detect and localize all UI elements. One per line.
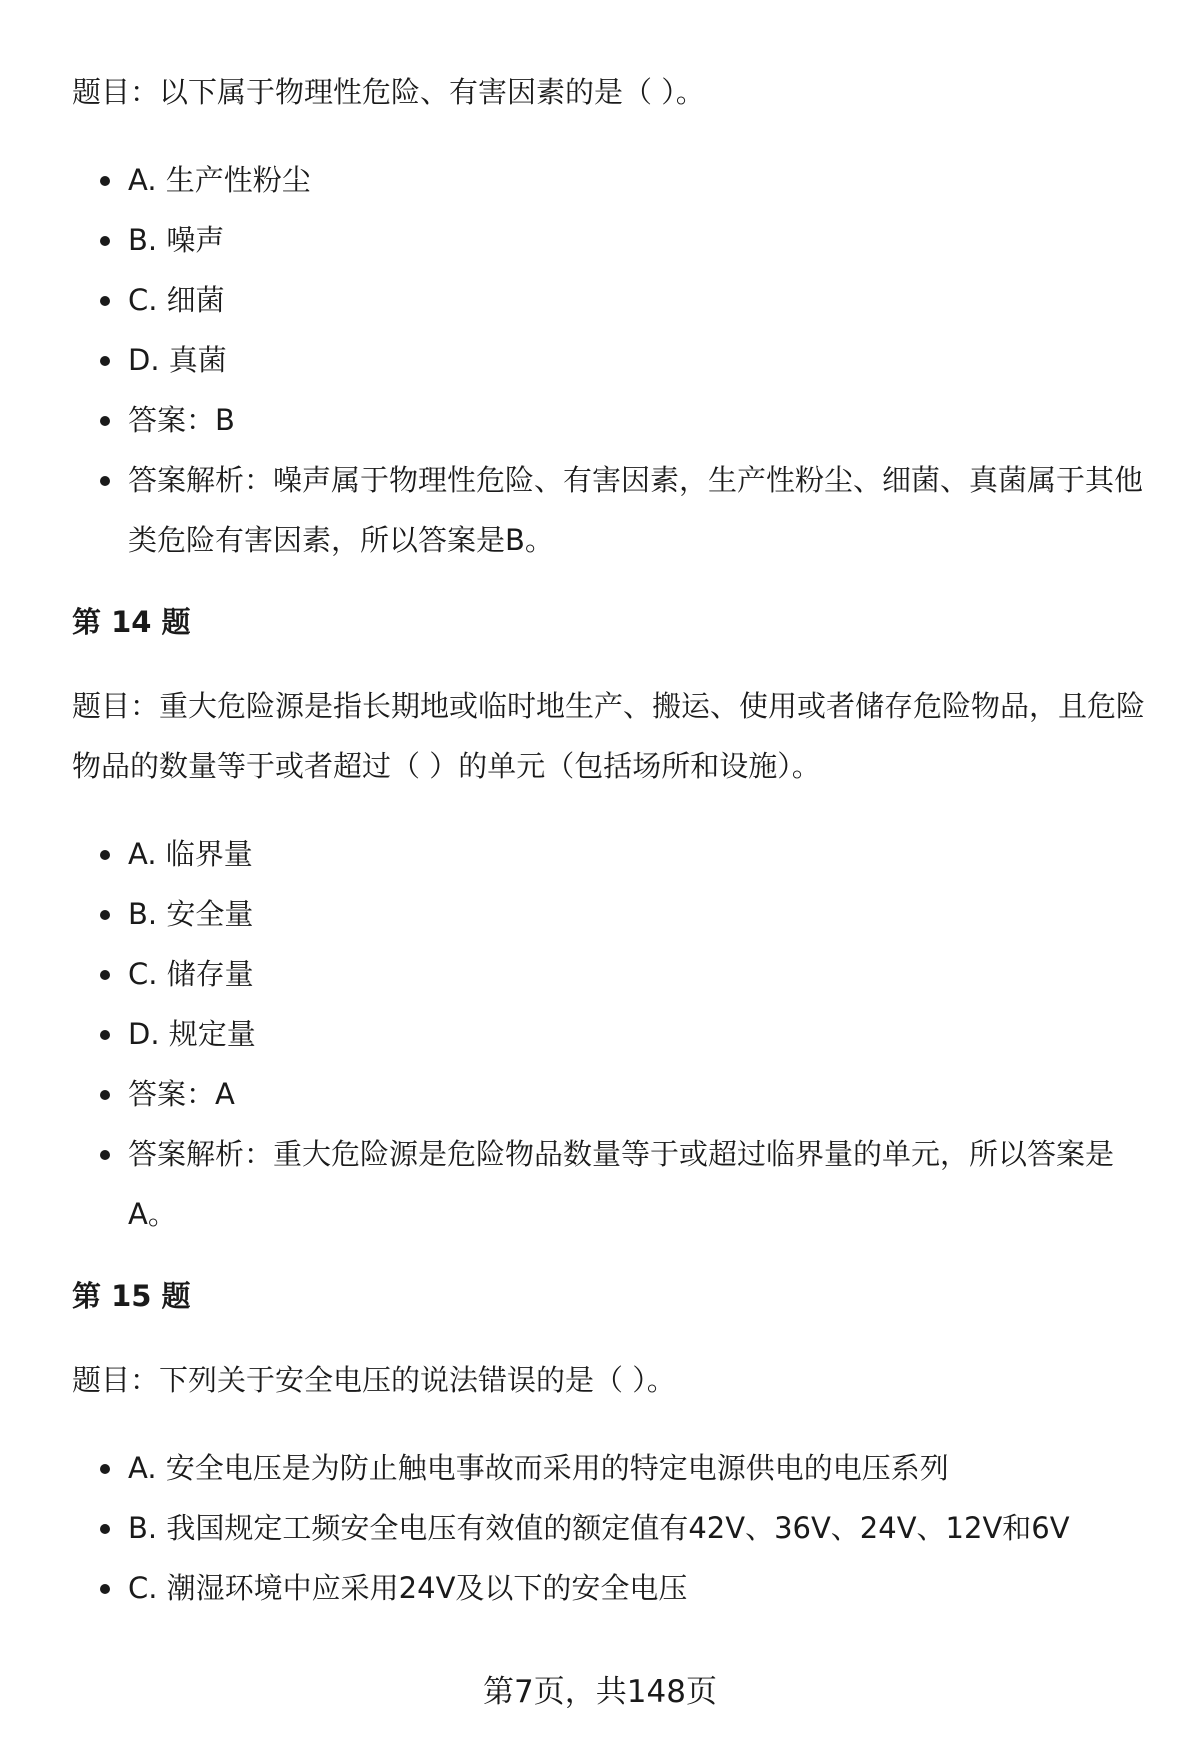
option-a: A. 临界量 <box>72 824 1152 884</box>
option-b: B. 噪声 <box>72 210 1152 270</box>
question-text: 题目：以下属于物理性危险、有害因素的是（ ）。 <box>72 75 705 109</box>
question-14 <box>72 602 1152 1244</box>
option-list <box>72 1438 1152 1618</box>
question-text: 题目：下列关于安全电压的说法错误的是（ ）。 <box>72 1363 676 1397</box>
question-text: 题目：重大危险源是指长期地或临时地生产、搬运、使用或者储存危险物品，且危险物品的数量等于或者超过（ ）的单元（包括场所和设施）。 <box>72 689 1146 783</box>
option-c: C. 储存量 <box>72 944 1152 1004</box>
option-b: B. 安全量 <box>72 884 1152 944</box>
question-heading: 第 15 题 <box>72 1279 191 1313</box>
option-d: D. 规定量 <box>72 1004 1152 1064</box>
question-15 <box>72 1276 1152 1618</box>
question-heading: 第 14 题 <box>72 605 191 639</box>
page-indicator: 第7页，共148页 <box>483 1674 717 1710</box>
option-list <box>72 824 1152 1244</box>
option-list <box>72 150 1152 570</box>
answer: 答案：A <box>72 1064 1152 1124</box>
option-d: D. 真菌 <box>72 330 1152 390</box>
option-c: C. 细菌 <box>72 270 1152 330</box>
answer-explanation: 答案解析：噪声属于物理性危险、有害因素，生产性粉尘、细菌、真菌属于其他类危险有害因素，所以答案是B。 <box>72 450 1152 570</box>
question-13 <box>72 62 1152 570</box>
option-c: C. 潮湿环境中应采用24V及以下的安全电压 <box>72 1558 1152 1618</box>
document-page <box>72 62 1152 1618</box>
option-a: A. 生产性粉尘 <box>72 150 1152 210</box>
answer-explanation: 答案解析：重大危险源是危险物品数量等于或超过临界量的单元，所以答案是A。 <box>72 1124 1152 1244</box>
option-a: A. 安全电压是为防止触电事故而采用的特定电源供电的电压系列 <box>72 1438 1152 1498</box>
answer: 答案：B <box>72 390 1152 450</box>
option-b: B. 我国规定工频安全电压有效值的额定值有42V、36V、24V、12V和6V <box>72 1498 1152 1558</box>
